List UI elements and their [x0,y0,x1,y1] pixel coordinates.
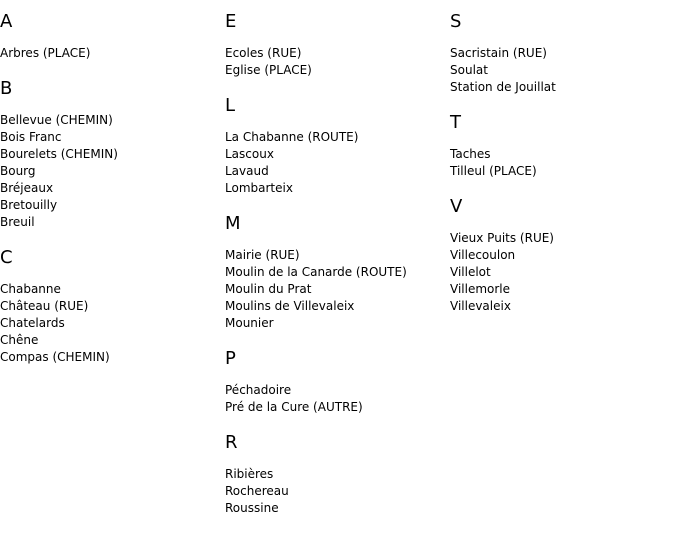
street-list-item: Mounier [225,316,274,330]
street-list-item: Bretouilly [0,198,58,212]
street-list-item: Eglise (PLACE) [225,63,312,77]
letter-section [0,11,220,62]
street-list-item: La Chabanne (ROUTE) [225,130,359,144]
street-list [0,45,220,62]
letter-section [225,213,445,332]
index-column-2 [225,0,445,517]
street-list [225,466,445,517]
section-letter-heading: B [0,78,13,99]
street-list-item: Soulat [450,63,488,77]
street-list-item: Moulin de la Canarde (ROUTE) [225,265,407,279]
street-list [450,230,670,315]
letter-section [450,11,670,96]
section-letter-heading: C [0,247,13,268]
street-list-item: Péchadoire [225,383,292,397]
street-list-item: Rochereau [225,484,289,498]
section-letter-heading: E [225,11,237,32]
street-list [0,281,220,366]
letter-section [225,95,445,197]
letter-section [0,78,220,231]
street-list-item: Moulin du Prat [225,282,312,296]
street-list-item: Chatelards [0,316,65,330]
street-list-item: Ecoles (RUE) [225,46,302,60]
street-list [0,112,220,231]
street-list-item: Chêne [0,333,39,347]
letter-section [0,247,220,366]
street-list-item: Lavaud [225,164,269,178]
street-list-item: Bourelets (CHEMIN) [0,147,118,161]
section-letter-heading: L [225,95,236,116]
street-list-item: Pré de la Cure (AUTRE) [225,400,363,414]
street-list [450,45,670,96]
street-list-item: Chabanne [0,282,61,296]
street-list [225,45,445,79]
section-letter-heading: T [450,112,461,133]
street-list-item: Villemorle [450,282,511,296]
street-list-item: Mairie (RUE) [225,248,300,262]
street-list-item: Château (RUE) [0,299,89,313]
street-list [225,129,445,197]
street-list-item: Sacristain (RUE) [450,46,547,60]
street-list-item: Breuil [0,215,35,229]
street-list-item: Bréjeaux [0,181,54,195]
letter-section [450,196,670,315]
street-list [225,247,445,332]
section-letter-heading: V [450,196,463,217]
street-list-item: Lombarteix [225,181,293,195]
street-list-item: Station de Jouillat [450,80,556,94]
street-list-item: Compas (CHEMIN) [0,350,110,364]
street-list-item: Lascoux [225,147,274,161]
street-list-item: Villelot [450,265,491,279]
street-list-item: Bois Franc [0,130,62,144]
letter-section [450,112,670,180]
section-letter-heading: A [0,11,13,32]
section-letter-heading: S [450,11,462,32]
street-list-item: Tilleul (PLACE) [450,164,537,178]
section-letter-heading: M [225,213,241,234]
section-letter-heading: R [225,432,238,453]
street-list [225,382,445,416]
street-list-item: Bourg [0,164,36,178]
street-list-item: Bellevue (CHEMIN) [0,113,113,127]
street-list-item: Roussine [225,501,279,515]
street-list-item: Villecoulon [450,248,516,262]
street-list-item: Villevaleix [450,299,511,313]
letter-section [225,348,445,416]
index-column-1 [0,0,220,366]
letter-section [225,11,445,79]
index-column-3 [450,0,670,315]
section-letter-heading: P [225,348,236,369]
street-list-item: Moulins de Villevaleix [225,299,355,313]
street-list-item: Taches [450,147,491,161]
street-list [450,146,670,180]
street-list-item: Vieux Puits (RUE) [450,231,554,245]
street-list-item: Arbres (PLACE) [0,46,91,60]
street-list-item: Ribières [225,467,274,481]
letter-section [225,432,445,517]
